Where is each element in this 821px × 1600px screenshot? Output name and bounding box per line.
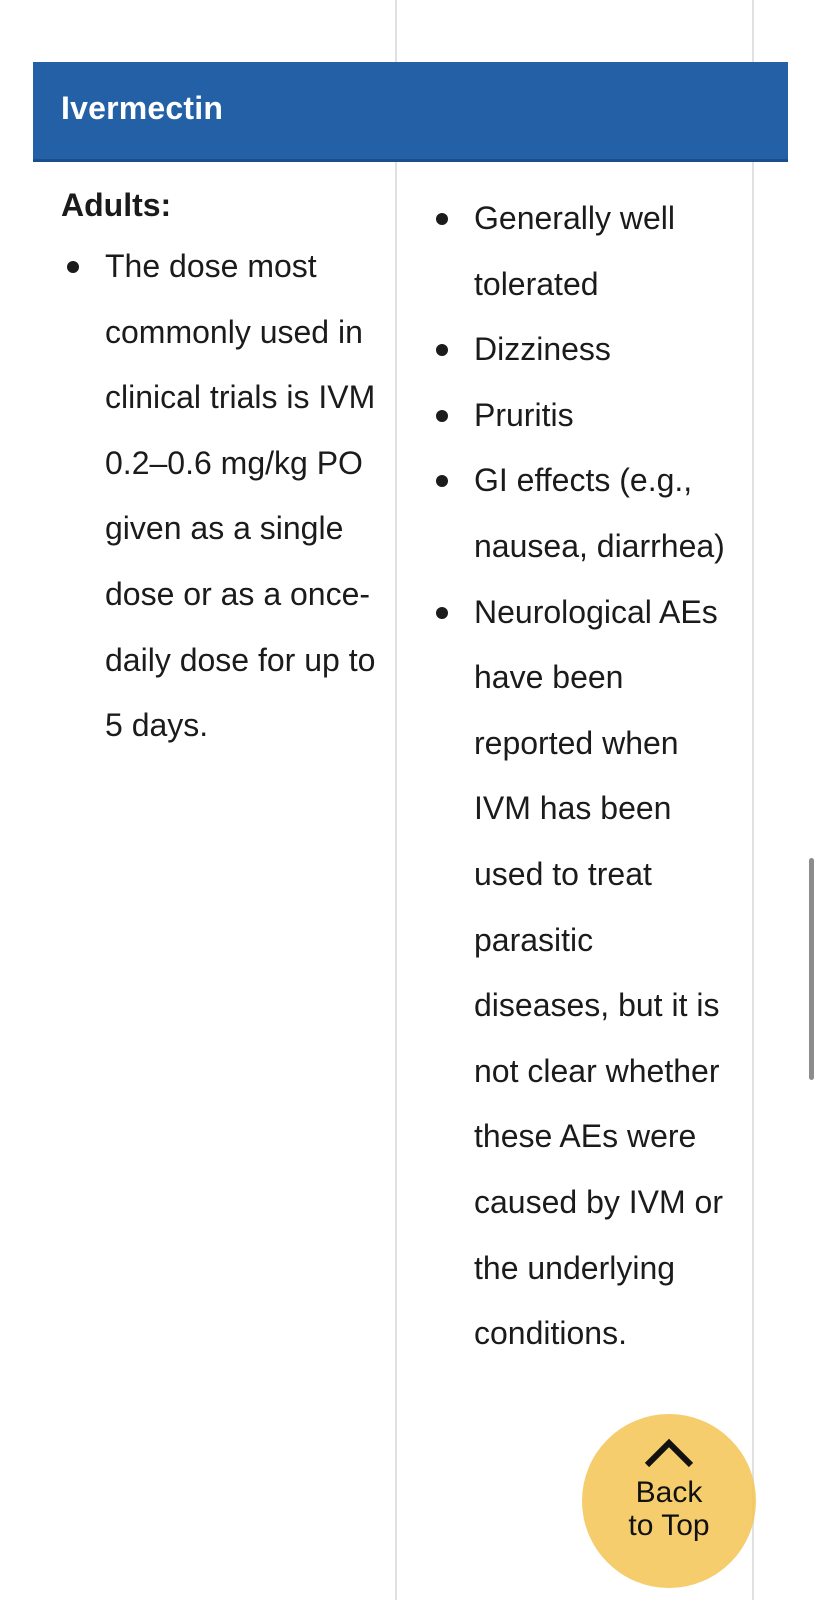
back-to-top-label [582, 1476, 756, 1542]
population-heading: Adults: [61, 187, 172, 223]
list-item-text: Dizziness [474, 331, 611, 368]
bullet-icon [436, 344, 448, 356]
dosing-cell [61, 180, 381, 759]
adverse-events-cell [430, 186, 730, 1367]
list-item [430, 448, 730, 579]
vertical-scrollbar[interactable] [809, 858, 814, 1080]
list-item [61, 234, 381, 759]
back-to-top-label-line2: to Top [628, 1509, 710, 1542]
bullet-icon [436, 213, 448, 225]
bullet-icon [67, 261, 79, 273]
list-item [430, 383, 730, 449]
list-item [430, 317, 730, 383]
list-item-text: Pruritis [474, 396, 574, 433]
list-item [430, 580, 730, 1367]
back-to-top-button[interactable] [582, 1414, 756, 1588]
table-row-header [33, 62, 788, 162]
drug-name-heading: Ivermectin [61, 90, 224, 126]
list-item-text: Generally well tolerated [474, 200, 675, 302]
list-item-text: GI effects (e.g., nausea, diarrhea) [474, 462, 725, 564]
chevron-up-icon [642, 1436, 696, 1470]
bullet-icon [436, 607, 448, 619]
dosing-list [61, 234, 381, 759]
list-item [430, 186, 730, 317]
table-column-divider [395, 0, 397, 1600]
bullet-icon [436, 475, 448, 487]
bullet-icon [436, 410, 448, 422]
list-item-text: Neurological AEs have been reported when IVM has been used to treat parasitic diseases, but it is not clear whether these AEs were caused by IVM or the underlying conditions. [474, 593, 723, 1352]
adverse-events-list [430, 186, 730, 1367]
back-to-top-label-line1: Back [635, 1476, 703, 1509]
list-item-text: The dose most commonly used in clinical trials is IVM 0.2–0.6 mg/kg PO given as a single dose or as a once-daily dose for up to 5 days. [105, 248, 376, 744]
table-column-divider [752, 0, 754, 1600]
